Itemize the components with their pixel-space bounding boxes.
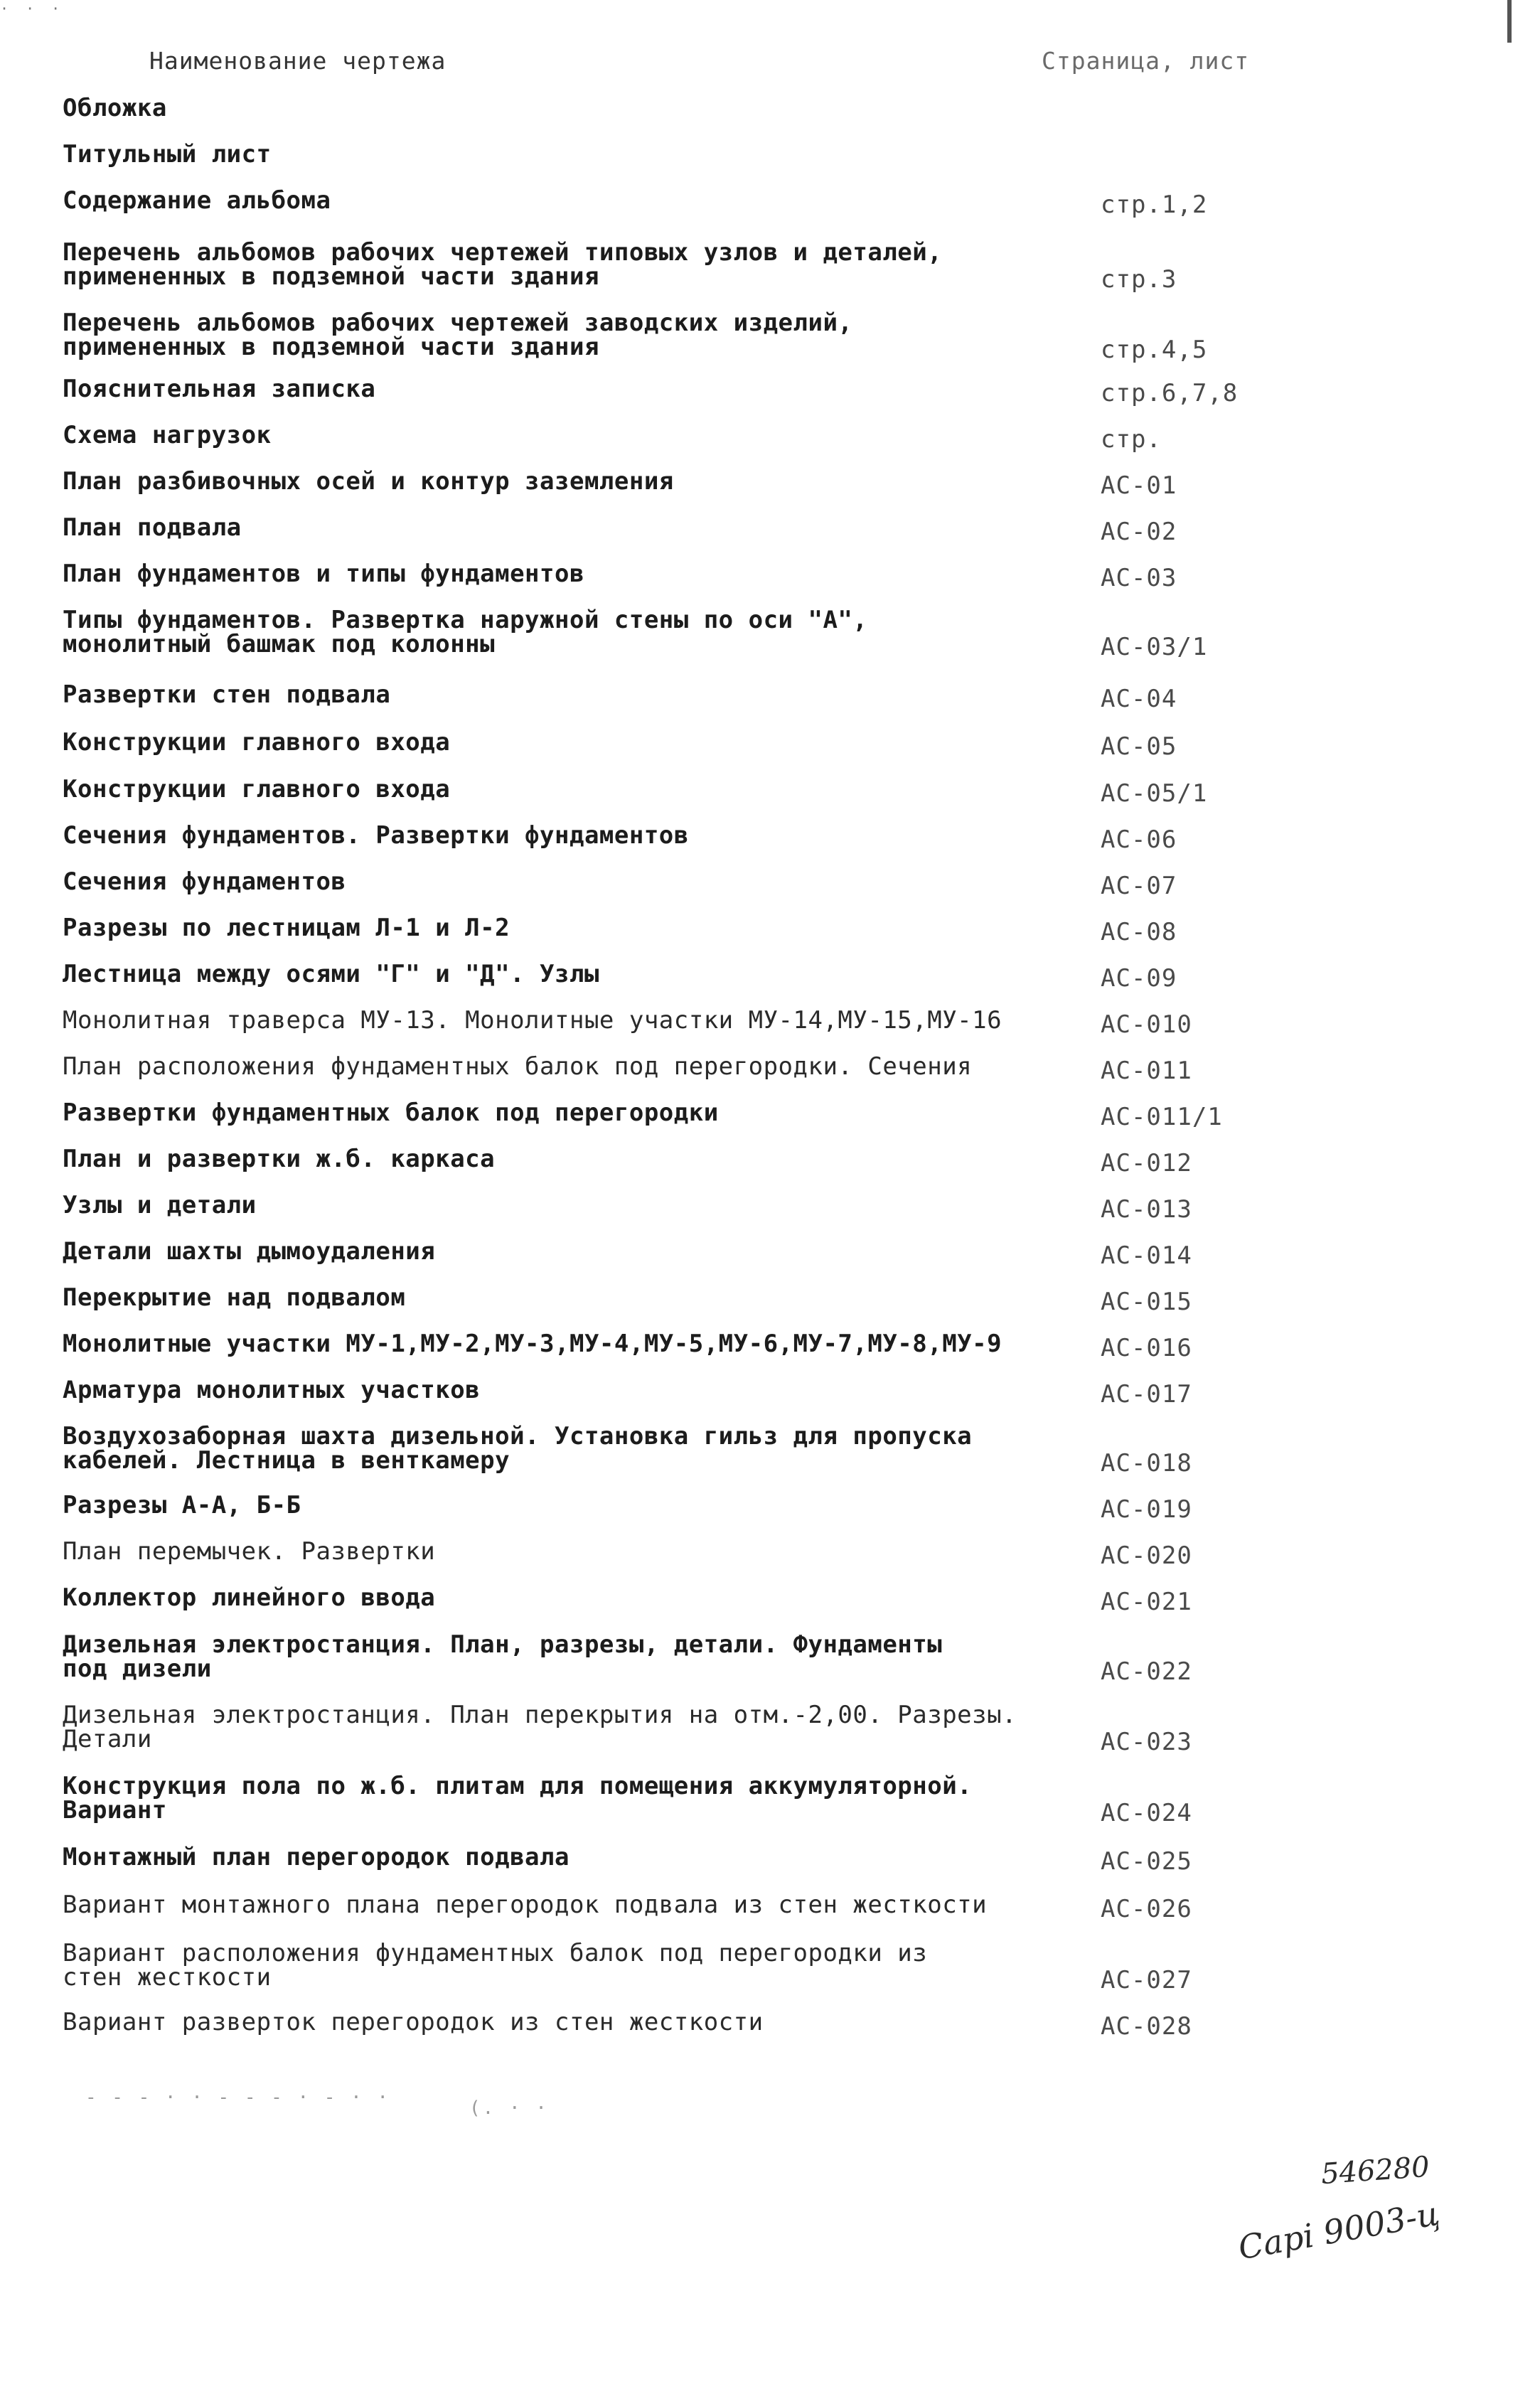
drawing-title: Узлы и детали (63, 1191, 257, 1219)
column-header-name: Наименование чертежа (149, 47, 447, 75)
drawing-title: Перечень альбомов рабочих чертежей заводских изделий, примененных в подземной части здания (63, 309, 853, 361)
drawing-sheet-ref: стр.3 (1101, 265, 1177, 294)
handwritten-number: 546280 (1320, 2150, 1431, 2191)
drawing-sheet-ref: АС-028 (1101, 2012, 1192, 2041)
drawing-title: Развертки фундаментных балок под перегородки (63, 1099, 719, 1127)
drawing-sheet-ref: АС-019 (1101, 1495, 1192, 1524)
drawing-title: Монолитная траверса МУ-13. Монолитные участки МУ-14,МУ-15,МУ-16 (63, 1006, 1002, 1035)
drawing-title: Вариант расположения фундаментных балок под перегородки из стен жесткости (63, 1939, 928, 1992)
drawing-sheet-ref: АС-07 (1101, 872, 1177, 900)
drawing-sheet-ref: АС-022 (1101, 1657, 1192, 1686)
drawing-title: Вариант разверток перегородок из стен жесткости (63, 2008, 764, 2036)
drawing-sheet-ref: стр. (1101, 425, 1162, 454)
drawing-title: Конструкции главного входа (63, 728, 451, 757)
drawing-sheet-ref: АС-024 (1101, 1799, 1192, 1827)
drawing-sheet-ref: стр.1,2 (1101, 191, 1208, 219)
drawing-title: Обложка (63, 94, 167, 122)
drawing-sheet-ref: АС-01 (1101, 471, 1177, 500)
drawing-title: Сечения фундаментов. Развертки фундаментов (63, 821, 689, 850)
drawing-sheet-ref: АС-02 (1101, 518, 1177, 546)
drawing-sheet-ref: АС-05/1 (1101, 779, 1208, 808)
drawing-sheet-ref: АС-012 (1101, 1149, 1192, 1177)
drawing-sheet-ref: АС-011/1 (1101, 1103, 1223, 1131)
drawing-title: Сечения фундаментов (63, 867, 346, 896)
column-header-page: Страница, лист (1042, 47, 1250, 75)
drawing-title: План разбивочных осей и контур заземления (63, 467, 674, 496)
drawing-title: Вариант монтажного плана перегородок подвала из стен жесткости (63, 1891, 988, 1919)
drawing-title: План подвала (63, 513, 242, 542)
drawing-title: Конструкция пола по ж.б. плитам для помещения аккумуляторной. Вариант (63, 1772, 973, 1824)
drawing-title: Развертки стен подвала (63, 680, 391, 709)
drawing-title: План расположения фундаментных балок под перегородки. Сечения (63, 1052, 973, 1081)
drawing-title: Дизельная электростанция. План, разрезы, детали. Фундаменты под дизели (63, 1630, 943, 1683)
drawing-sheet-ref: АС-027 (1101, 1966, 1192, 1994)
handwritten-note: Сарі 9003-ц (1235, 2193, 1443, 2267)
drawing-title: Разрезы по лестницам Л-1 и Л-2 (63, 914, 510, 942)
drawing-sheet-ref: АС-023 (1101, 1728, 1192, 1756)
drawing-sheet-ref: АС-06 (1101, 825, 1177, 854)
drawing-title: Пояснительная записка (63, 375, 376, 403)
drawing-title: Дизельная электростанция. План перекрытия на отм.-2,00. Разрезы. Детали (63, 1701, 1017, 1753)
drawing-title: Детали шахты дымоудаления (63, 1237, 436, 1266)
drawing-title: Титульный лист (63, 140, 272, 169)
drawing-sheet-ref: АС-014 (1101, 1241, 1192, 1270)
drawing-title: Типы фундаментов. Развертка наружной стены по оси "А", монолитный башмак под колонны (63, 606, 868, 658)
drawing-sheet-ref: АС-016 (1101, 1334, 1192, 1362)
drawing-sheet-ref: АС-017 (1101, 1380, 1192, 1409)
faint-scan-text: - - - · · - - - · - · · (85, 2087, 391, 2108)
drawing-title: Арматура монолитных участков (63, 1376, 481, 1404)
drawing-sheet-ref: АС-05 (1101, 732, 1177, 761)
drawing-sheet-ref: АС-026 (1101, 1895, 1192, 1923)
drawing-sheet-ref: АС-021 (1101, 1588, 1192, 1616)
drawing-title: Конструкции главного входа (63, 775, 451, 803)
drawing-sheet-ref: стр.6,7,8 (1101, 379, 1239, 407)
drawing-title: План перемычек. Развертки (63, 1537, 436, 1566)
drawing-title: Монолитные участки МУ-1,МУ-2,МУ-3,МУ-4,МУ-5,МУ-6,МУ-7,МУ-8,МУ-9 (63, 1330, 1002, 1358)
scan-edge-mark (1507, 0, 1512, 43)
drawing-sheet-ref: АС-011 (1101, 1057, 1192, 1085)
drawing-sheet-ref: АС-013 (1101, 1195, 1192, 1224)
drawing-sheet-ref: стр.4,5 (1101, 336, 1208, 364)
faint-scan-text: (. · · (469, 2098, 549, 2119)
drawing-title: Лестница между осями "Г" и "Д". Узлы (63, 960, 599, 988)
drawing-title: Схема нагрузок (63, 421, 272, 449)
drawing-sheet-ref: АС-018 (1101, 1449, 1192, 1477)
drawing-sheet-ref: АС-09 (1101, 964, 1177, 993)
drawing-title: Разрезы А-А, Б-Б (63, 1491, 301, 1519)
drawing-title: Перекрытие над подвалом (63, 1283, 406, 1312)
drawing-sheet-ref: АС-020 (1101, 1541, 1192, 1570)
drawing-sheet-ref: АС-025 (1101, 1847, 1192, 1876)
drawing-title: Воздухозаборная шахта дизельной. Установка гильз для пропуска кабелей. Лестница в венткамеру (63, 1422, 973, 1475)
drawing-sheet-ref: АС-03 (1101, 564, 1177, 592)
drawing-sheet-ref: АС-015 (1101, 1288, 1192, 1316)
drawing-title: План фундаментов и типы фундаментов (63, 560, 584, 588)
drawing-sheet-ref: АС-010 (1101, 1010, 1192, 1039)
scan-artifact: · · · (0, 0, 65, 17)
drawing-sheet-ref: АС-03/1 (1101, 633, 1208, 661)
drawing-title: Коллектор линейного ввода (63, 1583, 436, 1612)
drawing-sheet-ref: АС-08 (1101, 918, 1177, 946)
drawing-title: Содержание альбома (63, 186, 331, 215)
drawing-title: Перечень альбомов рабочих чертежей типовых узлов и деталей, примененных в подземной части здания (63, 238, 943, 291)
drawing-sheet-ref: АС-04 (1101, 685, 1177, 713)
drawing-title: План и развертки ж.б. каркаса (63, 1145, 496, 1173)
drawing-title: Монтажный план перегородок подвала (63, 1843, 570, 1871)
